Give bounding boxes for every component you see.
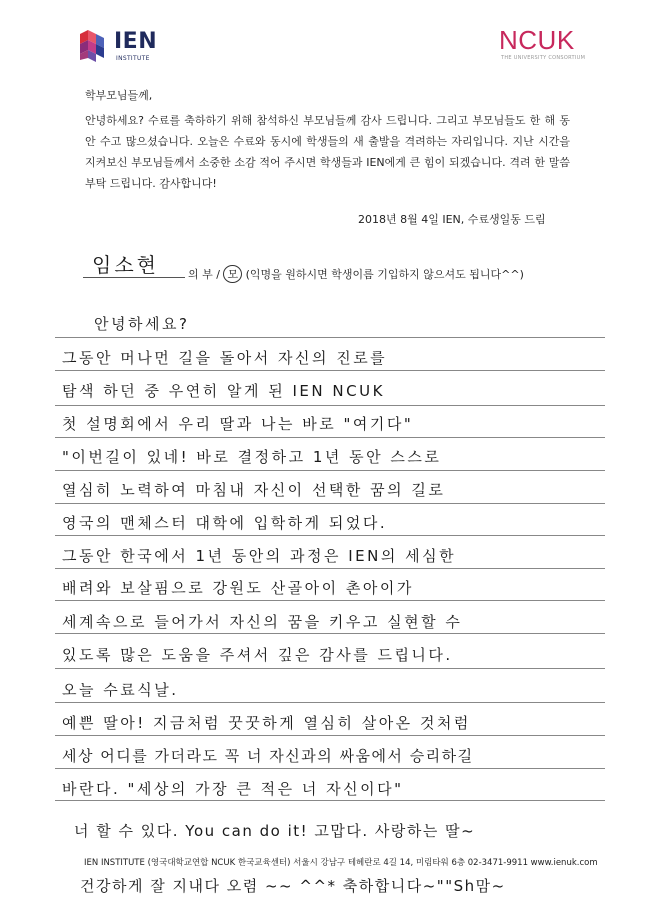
ruled-line [55, 370, 605, 371]
handwritten-line: 예쁜 딸아! 지금처럼 꿋꿋하게 열심히 살아온 것처럼 [62, 714, 471, 732]
ien-logo-icon [78, 28, 112, 64]
relation-prefix: 의 부 / [188, 268, 220, 281]
handwritten-line: 안녕하세요? [94, 315, 190, 333]
handwritten-line: 영국의 맨체스터 대학에 입학하게 되었다. [62, 514, 388, 532]
handwritten-line: 세계속으로 들어가서 자신의 꿈을 키우고 실현할 수 [62, 613, 463, 631]
letter-intro: 안녕하세요? 수료를 축하하기 위해 참석하신 부모님들께 감사 드립니다. 그리고 부모님들도 한 해 동안 수고 많으셨습니다. 오늘은 수료와 동시에 학생들의 새 출발을 격려하는 자리입니다. 지난 시간을 지켜보신 부모님들께서 소중한 소감 적어 주시면 학생들과 IEN에게 큰 힘이 되겠습니다. 격려 한 말씀 부탁 드립니다. 감사합니다! [85, 114, 570, 190]
ruled-line [55, 600, 605, 601]
ruled-line [55, 470, 605, 471]
ruled-line [55, 405, 605, 406]
ruled-line [55, 702, 605, 703]
handwritten-line: 열심히 노력하여 마침내 자신이 선택한 꿈의 길로 [62, 481, 446, 499]
ruled-line [55, 768, 605, 769]
handwritten-line: 있도록 많은 도움을 주셔서 깊은 감사를 드립니다. [62, 646, 453, 664]
name-underline [83, 277, 185, 278]
ruled-line [55, 800, 605, 801]
ruled-line [55, 337, 605, 338]
handwritten-line: 첫 설명회에서 우리 딸과 나는 바로 "여기다" [62, 415, 414, 433]
handwritten-line: 오늘 수료식날. [62, 681, 179, 699]
ien-logo-text: IEN [114, 29, 158, 54]
letter-signoff: 2018년 8월 4일 IEN, 수료생일동 드림 [358, 213, 546, 226]
handwritten-line: 세상 어디를 가더라도 꼭 너 자신과의 싸움에서 승리하길 [62, 747, 474, 765]
page-footer: IEN INSTITUTE (영국대학교연합 NCUK 한국교육센터) 서울시 강남구 테헤란로 4길 14, 미림타워 6층 02-3471-9911 www.ienuk.com [84, 858, 598, 868]
handwritten-line: 너 할 수 있다. You can do it! 고맙다. 사랑하는 딸~ [74, 822, 476, 840]
handwritten-line: 건강하게 잘 지내다 오렴 ~~ ^^* 축하합니다~""Sh맘~ [80, 877, 506, 895]
student-name-handwritten: 임소현 [92, 253, 159, 277]
handwritten-line: 배려와 보살핌으로 강원도 산골아이 촌아이가 [62, 579, 414, 597]
handwritten-line: 탐색 하던 중 우연히 알게 된 IEN NCUK [62, 382, 385, 400]
handwritten-line: "이번길이 있네! 바로 결정하고 1년 동안 스스로 [62, 448, 442, 466]
relation-circled-mother: 모 [223, 265, 242, 283]
relation-field [188, 265, 524, 283]
ruled-line [55, 503, 605, 504]
ruled-line [55, 568, 605, 569]
ruled-line [55, 735, 605, 736]
ruled-line [55, 535, 605, 536]
handwritten-line: 바란다. "세상의 가장 큰 적은 너 자신이다" [62, 780, 404, 798]
ncuk-logo-subtext: THE UNIVERSITY CONSORTIUM [501, 55, 586, 61]
ncuk-logo-text: NCUK [499, 25, 575, 55]
letter-greeting: 학부모님들께, [85, 89, 153, 102]
relation-note: (익명을 원하시면 학생이름 기입하지 않으셔도 됩니다^^) [245, 268, 524, 281]
ruled-line [55, 633, 605, 634]
ien-logo-subtext: INSTITUTE [116, 55, 150, 62]
handwritten-line: 그동안 한국에서 1년 동안의 과정은 IEN의 세심한 [62, 547, 457, 565]
ruled-line [55, 668, 605, 669]
ruled-line [55, 437, 605, 438]
handwritten-line: 그동안 머나먼 길을 돌아서 자신의 진로를 [62, 349, 388, 367]
